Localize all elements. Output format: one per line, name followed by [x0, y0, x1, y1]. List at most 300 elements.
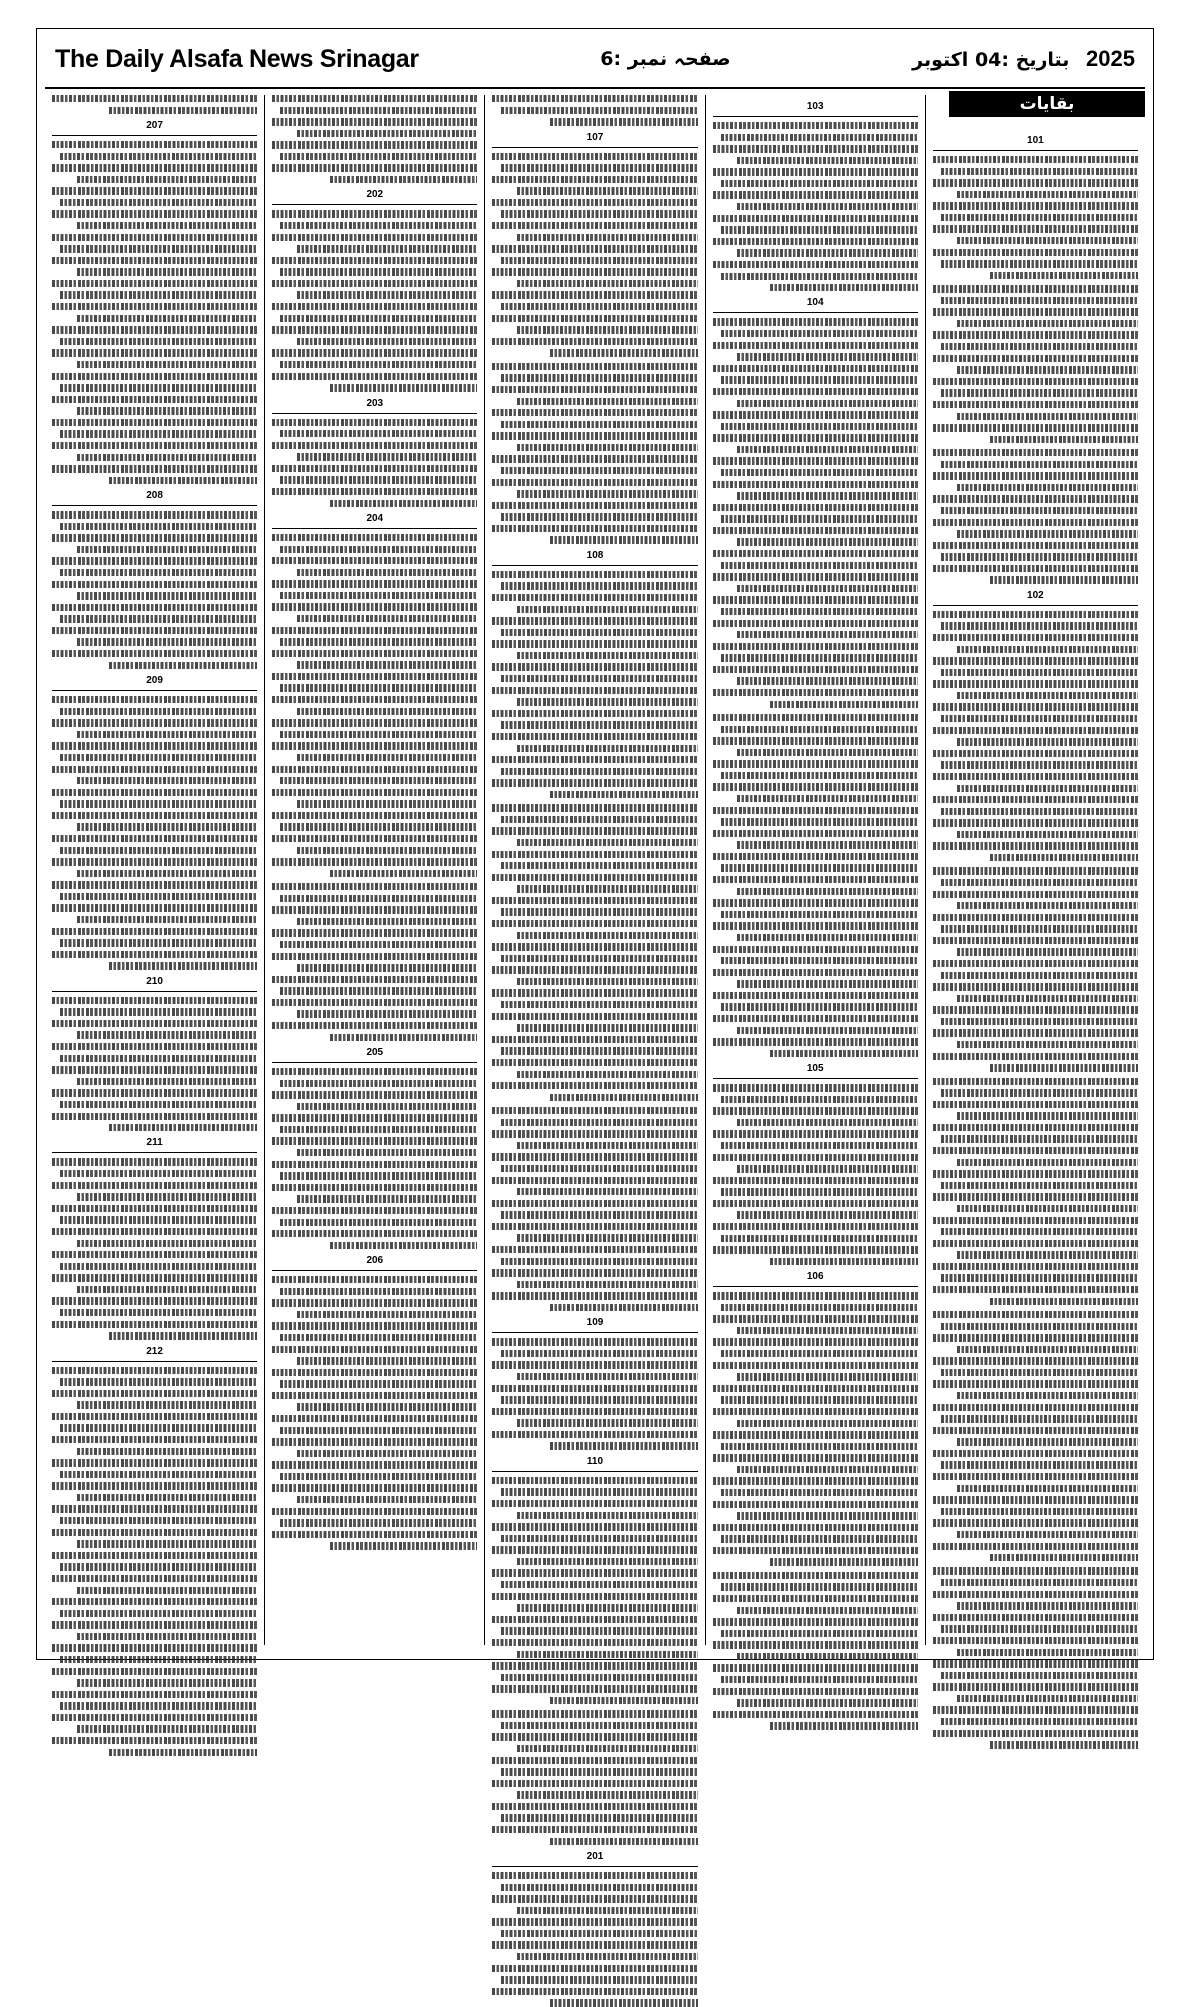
text-line — [957, 1438, 1138, 1445]
text-line — [272, 442, 477, 449]
text-line — [60, 199, 257, 206]
text-line — [737, 585, 918, 592]
text-line — [933, 308, 1138, 315]
text-line — [492, 338, 697, 345]
text-line — [52, 627, 257, 634]
text-line — [272, 835, 477, 842]
notice-paragraph — [52, 997, 257, 1132]
notice-paragraph — [933, 285, 1138, 443]
text-line — [272, 929, 477, 936]
text-line — [721, 515, 918, 522]
divider — [52, 135, 257, 136]
text-line — [60, 893, 257, 900]
text-line — [77, 268, 258, 275]
text-line — [492, 1361, 697, 1368]
text-line — [77, 1031, 258, 1038]
item-number: 101 — [1027, 135, 1044, 146]
text-line — [517, 1142, 698, 1149]
text-line — [77, 1401, 258, 1408]
notice-paragraph — [272, 883, 477, 1041]
text-line — [272, 373, 477, 380]
text-line — [713, 760, 918, 767]
text-line — [713, 1177, 918, 1184]
text-line — [517, 1373, 698, 1380]
text-line — [272, 210, 477, 217]
text-line — [272, 1346, 477, 1353]
notice-paragraph — [52, 141, 257, 484]
text-line — [280, 546, 477, 553]
text-line — [492, 897, 697, 904]
text-line — [933, 983, 1138, 990]
text-line — [492, 1246, 697, 1253]
text-line — [550, 791, 698, 798]
text-line — [272, 1299, 477, 1306]
text-line — [297, 338, 478, 345]
item-number: 201 — [586, 1850, 604, 1862]
text-line — [109, 107, 257, 114]
text-line — [933, 1124, 1138, 1131]
item-number: 206 — [366, 1255, 384, 1267]
text-line — [721, 957, 918, 964]
text-line — [713, 1454, 918, 1461]
text-line — [77, 454, 258, 461]
text-line — [297, 1403, 478, 1410]
notice-paragraph — [713, 1572, 918, 1730]
text-line — [713, 342, 918, 349]
text-line — [60, 430, 257, 437]
text-line — [713, 992, 918, 999]
item-number: 208 — [146, 490, 163, 502]
text-line — [501, 1047, 698, 1054]
text-line — [492, 1733, 697, 1740]
text-line — [272, 650, 477, 657]
text-line — [52, 696, 257, 703]
text-line — [52, 1089, 257, 1096]
text-line — [492, 1569, 697, 1576]
text-line — [297, 1103, 478, 1110]
text-line — [737, 888, 918, 895]
text-line — [52, 1297, 257, 1304]
text-line — [60, 1517, 257, 1524]
text-line — [77, 1078, 258, 1085]
divider — [933, 150, 1138, 151]
col-5 — [45, 95, 264, 1645]
text-line — [272, 419, 477, 426]
text-line — [492, 966, 697, 973]
text-line — [957, 1649, 1138, 1656]
text-line — [52, 1644, 257, 1651]
text-line — [933, 750, 1138, 757]
text-line — [492, 1941, 697, 1948]
divider — [492, 1332, 697, 1333]
text-line — [933, 378, 1138, 385]
text-line — [280, 107, 477, 114]
text-line — [933, 1357, 1138, 1364]
text-line — [52, 904, 257, 911]
text-line — [517, 1281, 698, 1288]
text-line — [280, 430, 477, 437]
text-line — [60, 800, 257, 807]
newspaper-title: The Daily Alsafa News Srinagar — [55, 44, 419, 73]
text-line — [941, 297, 1138, 304]
text-line — [492, 1826, 697, 1833]
text-line — [713, 504, 918, 511]
text-line — [272, 1137, 477, 1144]
text-line — [517, 1024, 698, 1031]
text-line — [933, 1170, 1138, 1177]
text-line — [492, 502, 697, 509]
text-line — [52, 1482, 257, 1489]
text-line — [933, 1543, 1138, 1550]
notice-paragraph — [933, 1311, 1138, 1562]
text-line — [272, 719, 477, 726]
notice-paragraph — [933, 156, 1138, 279]
text-line — [272, 303, 477, 310]
text-line — [933, 1334, 1138, 1341]
text-line — [60, 1263, 257, 1270]
text-line — [52, 835, 257, 842]
text-line — [297, 1450, 478, 1457]
text-line — [737, 1373, 918, 1380]
text-line — [52, 789, 257, 796]
text-line — [280, 987, 477, 994]
notice-paragraph — [52, 1367, 257, 1756]
text-line — [501, 721, 698, 728]
text-line — [957, 530, 1138, 537]
text-line — [52, 812, 257, 819]
text-line — [77, 1633, 258, 1640]
notice-paragraph — [52, 1158, 257, 1339]
text-line — [933, 842, 1138, 849]
text-line — [60, 569, 257, 576]
text-line — [933, 1427, 1138, 1434]
text-line — [60, 1008, 257, 1015]
text-line — [737, 203, 918, 210]
text-line — [272, 164, 477, 171]
text-line — [492, 1500, 697, 1507]
text-line — [713, 946, 918, 953]
divider — [492, 1471, 697, 1472]
text-line — [501, 1884, 698, 1891]
text-line — [933, 1311, 1138, 1318]
text-line — [52, 1621, 257, 1628]
text-line — [713, 1572, 918, 1579]
text-line — [52, 187, 257, 194]
text-line — [550, 1999, 698, 2006]
notice-paragraph — [492, 1477, 697, 1704]
text-line — [501, 374, 698, 381]
text-line — [933, 960, 1138, 967]
item-number: 207 — [146, 119, 163, 131]
text-line — [280, 1126, 477, 1133]
text-line — [492, 245, 697, 252]
text-line — [933, 1567, 1138, 1574]
text-line — [713, 1223, 918, 1230]
item-number: 110 — [586, 1455, 604, 1467]
text-line — [280, 315, 477, 322]
text-line — [492, 1662, 697, 1669]
notice-paragraph — [713, 318, 918, 707]
text-line — [990, 1064, 1138, 1071]
text-line — [721, 1535, 918, 1542]
text-line — [737, 1653, 918, 1660]
text-line — [713, 1084, 918, 1091]
text-line — [501, 582, 698, 589]
text-line — [109, 662, 257, 669]
text-line — [272, 812, 477, 819]
text-line — [52, 858, 257, 865]
notice-paragraph — [272, 534, 477, 877]
text-line — [933, 1404, 1138, 1411]
text-line — [272, 1161, 477, 1168]
item-number: 211 — [146, 1137, 163, 1149]
text-line — [280, 1427, 477, 1434]
text-line — [272, 1461, 477, 1468]
text-line — [60, 1170, 257, 1177]
text-line — [52, 928, 257, 935]
text-line — [941, 1018, 1138, 1025]
text-line — [957, 1251, 1138, 1258]
text-line — [492, 756, 697, 763]
text-line — [52, 1691, 257, 1698]
text-line — [280, 1080, 477, 1087]
text-line — [330, 176, 478, 183]
text-line — [941, 343, 1138, 350]
text-line — [280, 592, 477, 599]
text-line — [52, 326, 257, 333]
text-line — [77, 1193, 258, 1200]
text-line — [492, 1013, 697, 1020]
text-line — [737, 1466, 918, 1473]
text-line — [52, 349, 257, 356]
text-line — [501, 1674, 698, 1681]
text-line — [933, 331, 1138, 338]
text-line — [941, 715, 1138, 722]
text-line — [297, 1195, 478, 1202]
text-line — [941, 553, 1138, 560]
text-line — [492, 594, 697, 601]
text-line — [492, 479, 697, 486]
text-line — [517, 398, 698, 405]
text-line — [77, 222, 258, 229]
text-line — [492, 1639, 697, 1646]
text-line — [492, 1200, 697, 1207]
text-line — [280, 268, 477, 275]
text-line — [52, 1043, 257, 1050]
text-line — [713, 1315, 918, 1322]
text-line — [737, 980, 918, 987]
text-line — [52, 1113, 257, 1120]
text-line — [52, 465, 257, 472]
text-line — [941, 461, 1138, 468]
text-line — [957, 237, 1138, 244]
text-line — [492, 1338, 697, 1345]
text-line — [957, 1485, 1138, 1492]
text-line — [941, 1461, 1138, 1468]
text-line — [52, 1529, 257, 1536]
text-line — [52, 1251, 257, 1258]
text-line — [957, 995, 1138, 1002]
column-container — [45, 95, 1145, 1862]
text-line — [492, 1223, 697, 1230]
text-line — [280, 823, 477, 830]
text-line — [77, 315, 258, 322]
text-line — [280, 1380, 477, 1387]
text-line — [713, 899, 918, 906]
text-line — [933, 703, 1138, 710]
text-line — [713, 318, 918, 325]
text-line — [52, 951, 257, 958]
text-line — [501, 1814, 698, 1821]
text-line — [60, 153, 257, 160]
text-line — [492, 710, 697, 717]
text-line — [52, 766, 257, 773]
text-line — [52, 1228, 257, 1235]
text-line — [492, 1895, 697, 1902]
text-line — [721, 423, 918, 430]
text-line — [713, 876, 918, 883]
divider — [713, 116, 918, 117]
text-line — [550, 118, 698, 125]
text-line — [272, 534, 477, 541]
text-line — [77, 1494, 258, 1501]
text-line — [933, 1614, 1138, 1621]
notice-paragraph — [933, 1567, 1138, 1748]
text-line — [492, 687, 697, 694]
text-line — [109, 962, 257, 969]
text-line — [52, 1737, 257, 1744]
text-line — [60, 1101, 257, 1108]
text-line — [77, 823, 258, 830]
text-line — [933, 1730, 1138, 1737]
text-line — [60, 1702, 257, 1709]
divider — [272, 413, 477, 414]
text-line — [501, 1535, 698, 1542]
text-line — [721, 376, 918, 383]
text-line — [713, 573, 918, 580]
text-line — [77, 1725, 258, 1732]
notice-paragraph — [492, 1710, 697, 1845]
text-line — [297, 1010, 478, 1017]
notice-paragraph — [272, 95, 477, 183]
text-line — [77, 176, 258, 183]
text-line — [517, 745, 698, 752]
text-line — [713, 783, 918, 790]
text-line — [492, 804, 697, 811]
text-line — [330, 384, 478, 391]
text-line — [60, 847, 257, 854]
text-line — [550, 536, 698, 543]
text-line — [517, 187, 698, 194]
text-line — [272, 976, 477, 983]
text-line — [77, 1679, 258, 1686]
text-line — [721, 273, 918, 280]
text-line — [60, 245, 257, 252]
col-2 — [705, 95, 925, 1645]
text-line — [933, 611, 1138, 618]
text-line — [957, 1112, 1138, 1119]
text-line — [492, 640, 697, 647]
text-line — [737, 1119, 918, 1126]
text-line — [501, 210, 698, 217]
text-line — [492, 1477, 697, 1484]
text-line — [492, 779, 697, 786]
item-number: 106 — [806, 1271, 824, 1283]
text-line — [280, 1219, 477, 1226]
text-line — [77, 916, 258, 923]
notice-paragraph — [52, 696, 257, 970]
text-line — [713, 168, 918, 175]
text-line — [933, 1286, 1138, 1293]
text-line — [713, 527, 918, 534]
text-line — [52, 1182, 257, 1189]
text-line — [272, 883, 477, 890]
notice-paragraph — [52, 95, 257, 114]
text-line — [60, 1610, 257, 1617]
item-number: 108 — [586, 549, 604, 561]
text-line — [957, 191, 1138, 198]
item-number: 109 — [586, 1317, 604, 1329]
text-line — [52, 534, 257, 541]
text-line — [52, 1321, 257, 1328]
text-line — [933, 225, 1138, 232]
text-line — [297, 708, 478, 715]
text-line — [272, 488, 477, 495]
divider — [272, 1270, 477, 1271]
text-line — [957, 1695, 1138, 1702]
text-line — [770, 701, 918, 708]
text-line — [52, 234, 257, 241]
text-line — [297, 964, 478, 971]
notice-paragraph — [933, 1078, 1138, 1305]
text-line — [713, 969, 918, 976]
text-line — [272, 999, 477, 1006]
text-line — [721, 608, 918, 615]
text-line — [492, 455, 697, 462]
text-line — [517, 606, 698, 613]
divider — [52, 505, 257, 506]
text-line — [770, 1722, 918, 1729]
text-line — [713, 1130, 918, 1137]
text-line — [933, 634, 1138, 641]
text-line — [941, 1718, 1138, 1725]
text-line — [713, 1477, 918, 1484]
text-line — [52, 742, 257, 749]
text-line — [933, 1473, 1138, 1480]
item-number: 104 — [806, 297, 824, 309]
text-line — [737, 446, 918, 453]
text-line — [52, 1436, 257, 1443]
text-line — [933, 565, 1138, 572]
text-line — [280, 361, 477, 368]
text-line — [492, 1082, 697, 1089]
text-line — [272, 1114, 477, 1121]
text-line — [77, 1587, 258, 1594]
text-line — [297, 569, 478, 576]
text-line — [272, 1415, 477, 1422]
text-line — [52, 719, 257, 726]
text-line — [52, 95, 257, 102]
text-line — [713, 1524, 918, 1531]
text-line — [501, 862, 698, 869]
text-line — [517, 234, 698, 241]
text-line — [60, 384, 257, 391]
text-line — [492, 617, 697, 624]
text-line — [492, 199, 697, 206]
text-line — [272, 766, 477, 773]
text-line — [330, 1242, 478, 1249]
notice-paragraph — [272, 1276, 477, 1550]
